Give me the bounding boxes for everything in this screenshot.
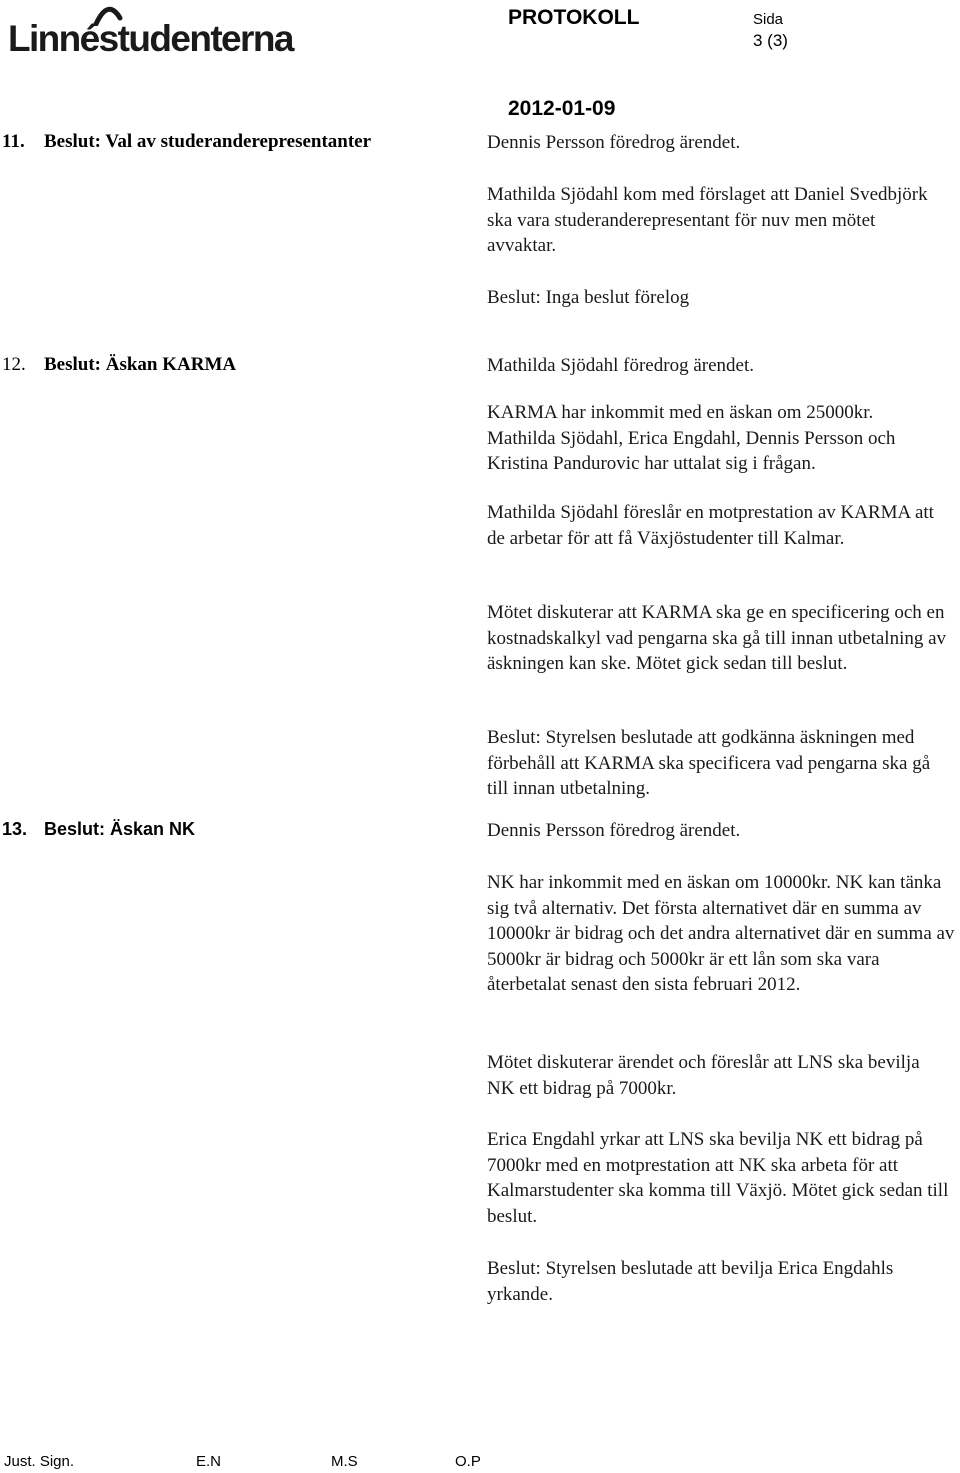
page-label: Sida xyxy=(753,11,784,28)
item-paragraph: NK har inkommit med en äskan om 10000kr. NK kan tänka sig två alternativ. Det första alternativet där en summa av 10000kr är bidrag och det andra alternativet där en summa av 5000kr är bidrag och 5000kr är ett lån som ska vara återbetalat senast den sista februari 2012. xyxy=(487,872,955,995)
item-paragraph: Mathilda Sjödahl föreslår en motprestation av KARMA att de arbetar för att få Växjöstudenter till Kalmar. xyxy=(487,502,934,549)
item-paragraph: Beslut: Styrelsen beslutade att godkänna äskningen med förbehåll att KARMA ska specificera vad pengarna ska gå till innan utbetalning. xyxy=(487,727,931,799)
item-paragraph: Mathilda Sjödahl föredrog ärendet. xyxy=(487,355,754,376)
item-paragraph: KARMA har inkommit med en äskan om 25000kr. Mathilda Sjödahl, Erica Engdahl, Dennis Persson och Kristina Pandurovic har uttalat sig i frågan. xyxy=(487,402,896,474)
item-title: Beslut: Val av studeranderepresentanter xyxy=(44,131,372,152)
item-paragraph: Dennis Persson föredrog ärendet. xyxy=(487,132,741,153)
signature-label: Just. Sign. xyxy=(4,1453,75,1470)
item-paragraph: Mötet diskuterar ärendet och föreslår att LNS ska bevilja NK ett bidrag på 7000kr. xyxy=(487,1052,920,1099)
item-title: Beslut: Äskan KARMA xyxy=(44,354,237,375)
item-paragraph: Mötet diskuterar att KARMA ska ge en specificering och en kostnadskalkyl vad pengarna ska gå till innan utbetalning av äskningen kan ske. Mötet gick sedan till beslut. xyxy=(487,602,947,674)
item-paragraph: Mathilda Sjödahl kom med förslaget att Daniel Svedbjörk ska vara studeranderepresentant för nuv men mötet avvaktar. xyxy=(487,184,928,256)
signature-initials: E.N xyxy=(196,1453,222,1470)
item-paragraph: Beslut: Inga beslut förelog xyxy=(487,287,690,308)
organization-logo xyxy=(8,4,338,58)
item-paragraph: Erica Engdahl yrkar att LNS ska bevilja NK ett bidrag på 7000kr med en motprestation att NK ska arbeta för att Kalmarstudenter ska komma till Växjö. Mötet gick sedan till beslut. xyxy=(487,1129,949,1227)
document-type: PROTOKOLL xyxy=(508,6,640,29)
item-number: 11. xyxy=(2,131,25,152)
item-title: Beslut: Äskan NK xyxy=(44,819,196,839)
document-date: 2012-01-09 xyxy=(508,97,616,120)
page-number: 3 (3) xyxy=(753,31,788,50)
signature-initials: M.S xyxy=(331,1453,358,1470)
item-paragraph: Dennis Persson föredrog ärendet. xyxy=(487,820,741,841)
item-paragraph: Beslut: Styrelsen beslutade att bevilja Erica Engdahls yrkande. xyxy=(487,1258,894,1305)
item-number: 13. xyxy=(2,819,28,839)
signature-initials: O.P xyxy=(455,1453,481,1470)
item-number: 12. xyxy=(2,354,26,375)
logo-wordmark: Linnéstudenterna xyxy=(8,18,293,59)
